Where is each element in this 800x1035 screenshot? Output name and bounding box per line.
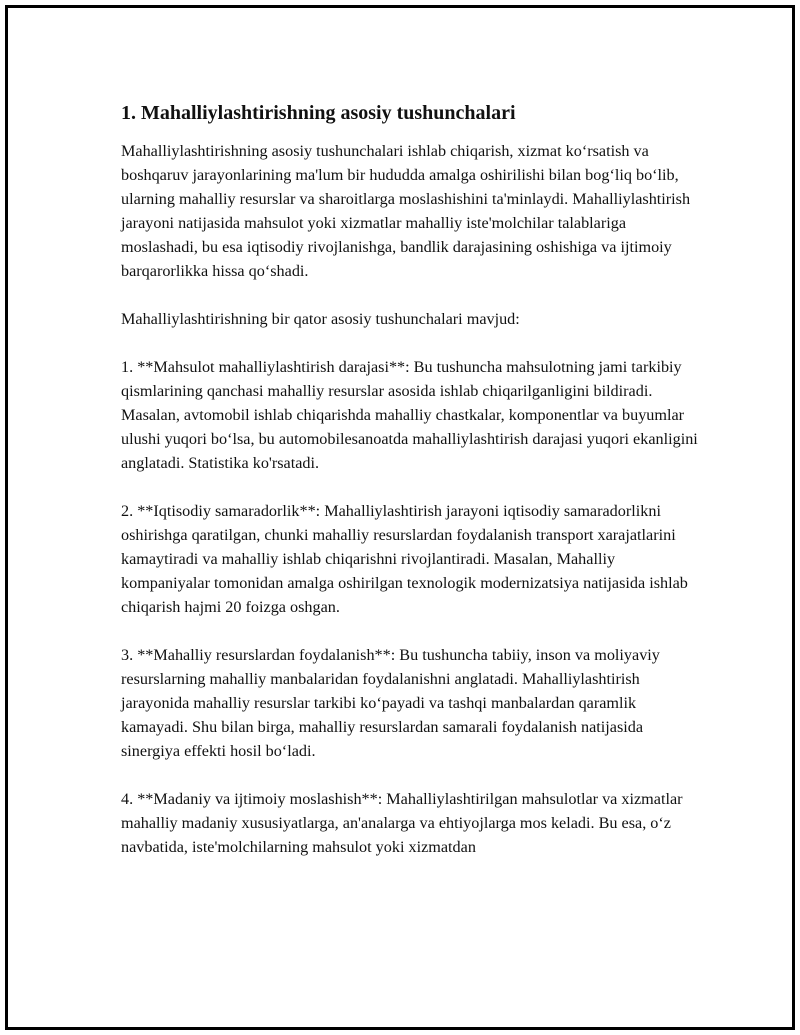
document-page [5,5,795,1030]
concept-2-paragraph: 2. **Iqtisodiy samaradorlik**: Mahalliylashtirish jarayoni iqtisodiy samaradorlikni oshirishga qaratilgan, chunki mahalliy resurslardan foydalanish transport xarajatlarini kamaytiradi va mahalliy ishlab chiqarishni rivojlantiradi. Masalan, Mahalliy kompaniyalar tomonidan amalga oshirilgan texnologik modernizatsiya natijasida ishlab chiqarish hajmi 20 foizga oshgan. [121,502,688,616]
concepts-lead-paragraph: Mahalliylashtirishning bir qator asosiy tushunchalari mavjud: [121,310,520,328]
concept-1-paragraph: 1. **Mahsulot mahalliylashtirish darajasi**: Bu tushuncha mahsulotning jami tarkibiy qismlarining qanchasi mahalliy resurslar asosida ishlab chiqarilganligini bildiradi. Masalan, avtomobil ishlab chiqarishda mahalliy chastkalar, komponentlar va buyumlar ulushi yuqori bo‘lsa, bu automobilesanoatda mahalliylashtirish darajasi yuqori ekanligini anglatadi. Statistika ko'rsatadi. [121,358,698,472]
intro-paragraph: Mahalliylashtirishning asosiy tushunchalari ishlab chiqarish, xizmat ko‘rsatish va boshqaruv jarayonlarining ma'lum bir hududda amalga oshirilishi bilan bog‘liq bo‘lib, ularning mahalliy resurslar va sharoitlarga moslashishini ta'minlaydi. Mahalliylashtirish jarayoni natijasida mahsulot yoki xizmatlar mahalliy iste'molchilar talablariga moslashadi, bu esa iqtisodiy rivojlanishga, bandlik darajasining oshishiga va ijtimoiy barqarorlikka hissa qo‘shadi. [121,142,691,280]
concept-4-paragraph: 4. **Madaniy va ijtimoiy moslashish**: Mahalliylashtirilgan mahsulotlar va xizmatlar mahalliy madaniy xususiyatlarga, an'analarga va ehtiyojlarga mos keladi. Bu esa, o‘z navbatida, iste'molchilarning mahsulot yoki xizmatdan [121,790,683,856]
document-body [121,100,701,883]
section-heading: 1. Mahalliylashtirishning asosiy tushunchalari [121,102,516,124]
concept-3-paragraph: 3. **Mahalliy resurslardan foydalanish**: Bu tushuncha tabiiy, inson va moliyaviy resurslarning mahalliy manbalaridan foydalanishni anglatadi. Mahalliylashtirish jarayonida mahalliy resurslar tarkibi ko‘payadi va tashqi manbalardan qaramlik kamayadi. Shu bilan birga, mahalliy resurslardan samarali foydalanish natijasida sinergiya effekti hosil bo‘ladi. [121,646,660,760]
